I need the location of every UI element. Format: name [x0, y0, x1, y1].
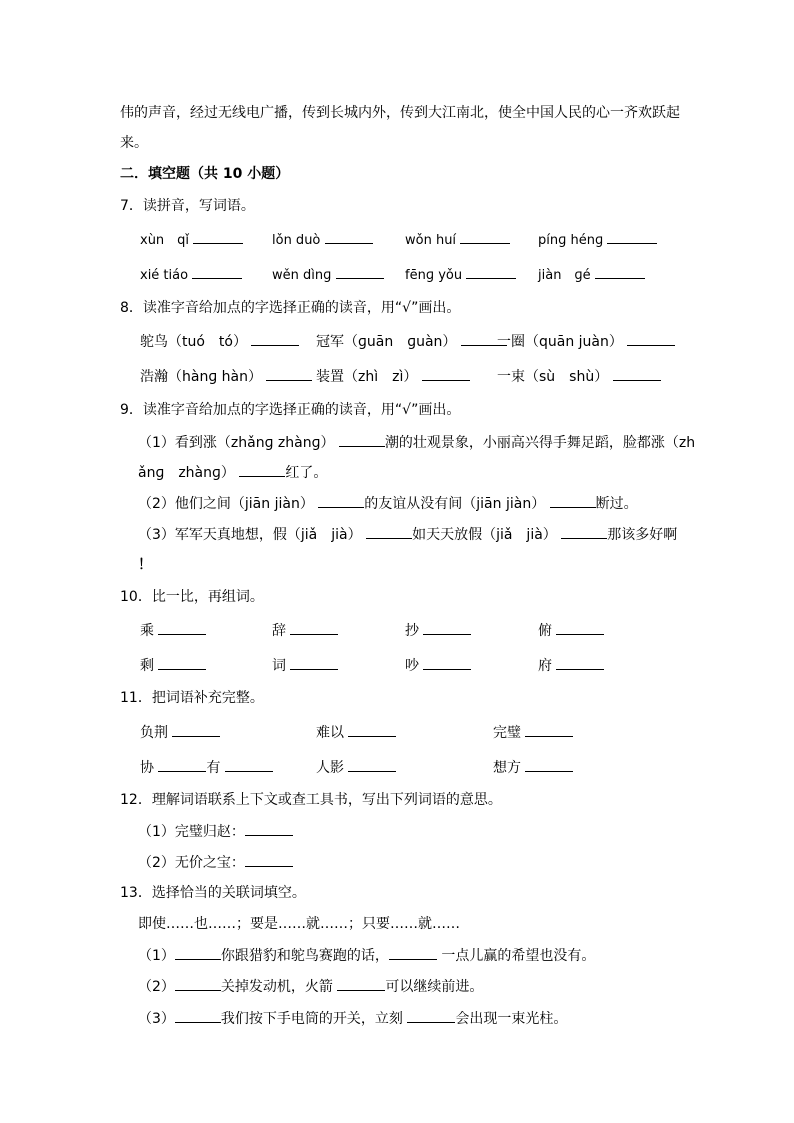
answer-blank[interactable] — [239, 462, 285, 477]
q13-options: 即使……也……；要是……就……；只要……就…… — [138, 916, 460, 932]
answer-blank[interactable] — [366, 524, 412, 539]
answer-blank[interactable] — [556, 620, 604, 635]
answer-blank[interactable] — [525, 722, 573, 737]
answer-blank[interactable] — [318, 493, 364, 508]
answer-blank[interactable] — [245, 852, 293, 867]
q11-item: 难以 — [316, 722, 396, 743]
answer-blank[interactable] — [627, 331, 675, 346]
answer-blank[interactable] — [245, 821, 293, 836]
answer-blank[interactable] — [613, 366, 661, 381]
intro-line-2: 来。 — [120, 135, 148, 151]
answer-blank[interactable] — [607, 229, 657, 244]
q8-item: 装置（zhì zì） — [316, 366, 470, 387]
answer-blank[interactable] — [158, 655, 206, 670]
answer-blank[interactable] — [251, 331, 299, 346]
q9-sentence-3-end: ！ — [138, 557, 152, 573]
answer-blank[interactable] — [525, 757, 573, 772]
q12-item: （2）无价之宝： — [138, 852, 293, 873]
q8-item: 浩瀚（hànɡ hàn） — [140, 366, 312, 387]
answer-blank[interactable] — [193, 229, 243, 244]
answer-blank[interactable] — [423, 620, 471, 635]
answer-blank[interactable] — [325, 229, 373, 244]
answer-blank[interactable] — [336, 264, 384, 279]
q10-item: 乘 — [140, 620, 206, 641]
answer-blank[interactable] — [266, 366, 312, 381]
answer-blank[interactable] — [423, 655, 471, 670]
answer-blank[interactable] — [290, 620, 338, 635]
answer-blank[interactable] — [337, 976, 385, 991]
answer-blank[interactable] — [158, 620, 206, 635]
q10-item: 吵 — [405, 655, 471, 676]
q9-sentence-2: （2）他们之间（jiān jiàn） 的友谊从没有间（jiān jiàn） 断过。 — [138, 493, 638, 514]
answer-blank[interactable] — [561, 524, 607, 539]
answer-blank[interactable] — [339, 432, 385, 447]
q9-stem: 9．读准字音给加点的字选择正确的读音，用“√”画出。 — [120, 402, 461, 418]
q7-item: lǒn duò — [272, 229, 373, 251]
q11-item: 完璧 — [493, 722, 573, 743]
q12-stem: 12．理解词语联系上下文或查工具书，写出下列词语的意思。 — [120, 792, 502, 808]
q11-stem: 11．把词语补充完整。 — [120, 690, 264, 706]
q7-item: jiàn ɡé — [538, 264, 645, 286]
section-title: 二．填空题（共 10 小题） — [120, 166, 290, 182]
q7-item: pínɡ hénɡ — [538, 229, 657, 251]
q12-item: （1）完璧归赵： — [138, 821, 293, 842]
q11-item: 想方 — [493, 757, 573, 778]
q7-item: xié tiáo — [140, 264, 242, 286]
answer-blank[interactable] — [422, 366, 470, 381]
q8-item: 鸵鸟（tuó tó） — [140, 331, 299, 352]
q10-item: 辞 — [272, 620, 338, 641]
answer-blank[interactable] — [225, 757, 273, 772]
answer-blank[interactable] — [158, 757, 206, 772]
q8-item: 冠军（ɡuān ɡuàn） — [316, 331, 507, 352]
q9-sentence-1-cont: ǎnɡ zhànɡ） 红了。 — [138, 462, 327, 483]
answer-blank[interactable] — [407, 1008, 455, 1023]
q11-item: 负荆 — [140, 722, 220, 743]
q10-item: 府 — [538, 655, 604, 676]
answer-blank[interactable] — [348, 722, 396, 737]
q9-sentence-1: （1）看到涨（zhǎnɡ zhànɡ） 潮的壮观景象，小丽高兴得手舞足蹈，脸都涨（zh — [138, 432, 695, 453]
q13-sentence-2: （2） 关掉发动机，火箭 可以继续前进。 — [138, 976, 483, 997]
q13-stem: 13．选择恰当的关联词填空。 — [120, 885, 306, 901]
answer-blank[interactable] — [389, 945, 437, 960]
q10-item: 俯 — [538, 620, 604, 641]
q13-sentence-1: （1） 你跟猎豹和鸵鸟赛跑的话， 一点儿赢的希望也没有。 — [138, 945, 595, 966]
answer-blank[interactable] — [172, 722, 220, 737]
q8-item: 一束（sù shù） — [497, 366, 661, 387]
q10-item: 词 — [272, 655, 338, 676]
q7-item: xùn qǐ — [140, 229, 243, 251]
q10-stem: 10．比一比，再组词。 — [120, 589, 264, 605]
q7-item: wǒn huí — [405, 229, 510, 251]
answer-blank[interactable] — [466, 264, 516, 279]
answer-blank[interactable] — [175, 976, 221, 991]
answer-blank[interactable] — [460, 229, 510, 244]
q10-item: 剩 — [140, 655, 206, 676]
answer-blank[interactable] — [348, 757, 396, 772]
answer-blank[interactable] — [175, 945, 221, 960]
q10-item: 抄 — [405, 620, 471, 641]
answer-blank[interactable] — [550, 493, 596, 508]
answer-blank[interactable] — [290, 655, 338, 670]
q7-item: wěn dìnɡ — [272, 264, 384, 286]
q11-item: 人影 — [316, 757, 396, 778]
q8-item: 一圈（quān juàn） — [497, 331, 675, 352]
q8-stem: 8．读准字音给加点的字选择正确的读音，用“√”画出。 — [120, 300, 461, 316]
intro-line-1: 伟的声音，经过无线电广播，传到长城内外，传到大江南北，使全中国人民的心一齐欢跃起 — [120, 105, 680, 121]
answer-blank[interactable] — [192, 264, 242, 279]
q7-stem: 7．读拼音，写词语。 — [120, 198, 255, 214]
q13-sentence-3: （3） 我们按下手电筒的开关，立刻 会出现一束光柱。 — [138, 1008, 567, 1029]
q11-item: 协 有 — [140, 757, 273, 778]
answer-blank[interactable] — [175, 1008, 221, 1023]
answer-blank[interactable] — [556, 655, 604, 670]
answer-blank[interactable] — [595, 264, 645, 279]
q9-sentence-3: （3）军军天真地想，假（jiǎ jià） 如天天放假（jiǎ jià） 那该多好啊 — [138, 524, 677, 545]
q7-item: fēnɡ yǒu — [405, 264, 516, 286]
